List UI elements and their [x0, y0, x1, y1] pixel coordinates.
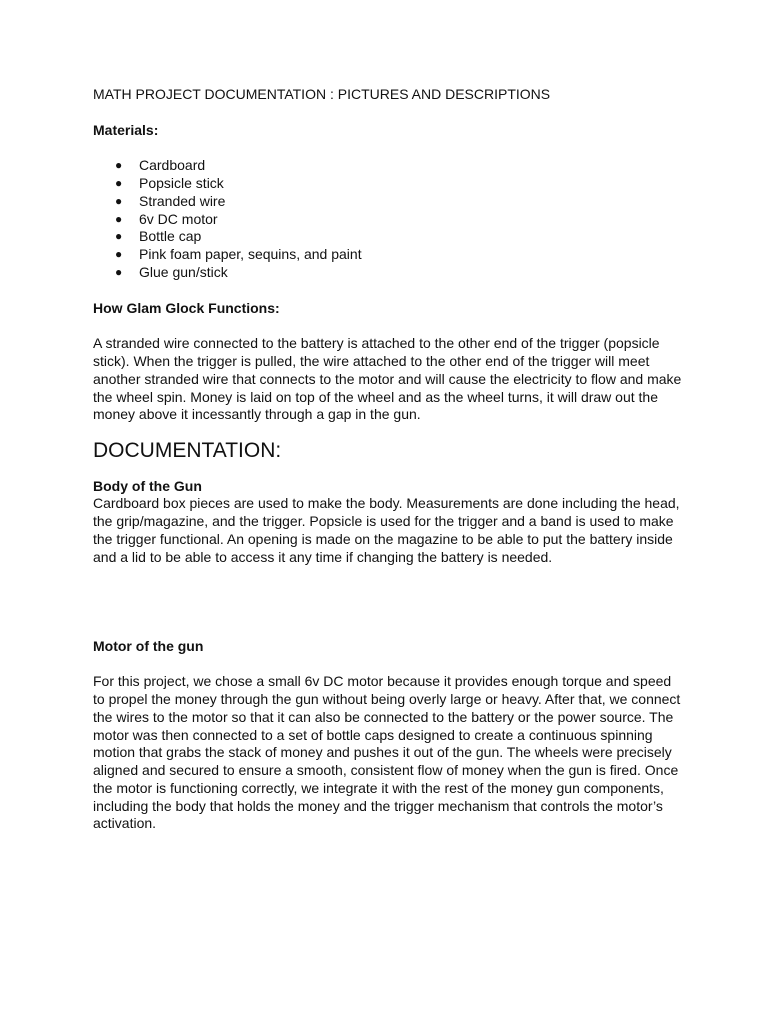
materials-list-item [93, 175, 683, 193]
materials-item-label: Cardboard [139, 157, 206, 174]
documentation-heading: DOCUMENTATION: [93, 438, 282, 462]
materials-item-label: Popsicle stick [139, 174, 224, 191]
bullet-icon: ● [115, 175, 123, 190]
materials-list-item [93, 211, 683, 229]
body-heading: Body of the Gun [93, 477, 202, 494]
motor-heading: Motor of the gun [93, 637, 204, 654]
materials-list-item [93, 264, 683, 282]
spacer [93, 317, 683, 335]
document-page [93, 86, 683, 833]
bullet-icon: ● [115, 158, 123, 173]
materials-item-label: Stranded wire [139, 192, 226, 209]
bullet-icon: ● [115, 247, 123, 262]
materials-list-item [93, 228, 683, 246]
spacer [93, 104, 683, 122]
materials-item-label: Bottle cap [139, 228, 202, 245]
spacer [93, 655, 683, 673]
body-paragraph: Cardboard box pieces are used to make the body. Measurements are done including the head, the grip/magazine, and the trigger. Popsicle is used for the trigger and a band is used to make the trigger functional. An opening is made on the magazine to be able to put the battery inside and a lid to be able to access it any time if changing the battery is needed. [93, 495, 680, 565]
materials-list-item [93, 193, 683, 211]
materials-list-item [93, 246, 683, 264]
spacer [93, 567, 683, 638]
bullet-icon: ● [115, 211, 123, 226]
spacer [93, 460, 683, 478]
spacer [93, 139, 683, 157]
materials-item-label: Pink foam paper, sequins, and paint [139, 246, 362, 263]
spacer [93, 282, 683, 300]
functions-heading: How Glam Glock Functions: [93, 299, 280, 316]
motor-paragraph: For this project, we chose a small 6v DC motor because it provides enough torque and speed to propel the money through the gun without being overly large or heavy. After that, we connect the wires to the motor so that it can also be connected to the battery or the power source. The motor was then connected to a set of bottle caps designed to create a continuous spinning motion that grabs the stack of money and pushes it out of the gun. The wheels were precisely aligned and secured to ensure a smooth, consistent flow of money when the gun is fired. Once the motor is functioning correctly, we integrate it with the rest of the money gun components, including the body that holds the money and the trigger mechanism that controls the motor’s activation. [93, 673, 681, 832]
materials-item-label: 6v DC motor [139, 210, 218, 227]
materials-heading: Materials: [93, 121, 159, 138]
bullet-icon: ● [115, 264, 123, 279]
bullet-icon: ● [115, 229, 123, 244]
functions-paragraph: A stranded wire connected to the battery is attached to the other end of the trigger (popsicle stick). When the trigger is pulled, the wire attached to the other end of the trigger will meet another stranded wire that connects to the motor and will cause the electricity to flow and make the wheel spin. Money is laid on top of the wheel and as the wheel turns, it will draw out the money above it incessantly through a gap in the gun. [93, 335, 682, 423]
materials-list-item [93, 157, 683, 175]
document-title: MATH PROJECT DOCUMENTATION : PICTURES AND DESCRIPTIONS [93, 86, 551, 102]
materials-item-label: Glue gun/stick [139, 263, 228, 280]
materials-list [93, 157, 683, 282]
bullet-icon: ● [115, 193, 123, 208]
